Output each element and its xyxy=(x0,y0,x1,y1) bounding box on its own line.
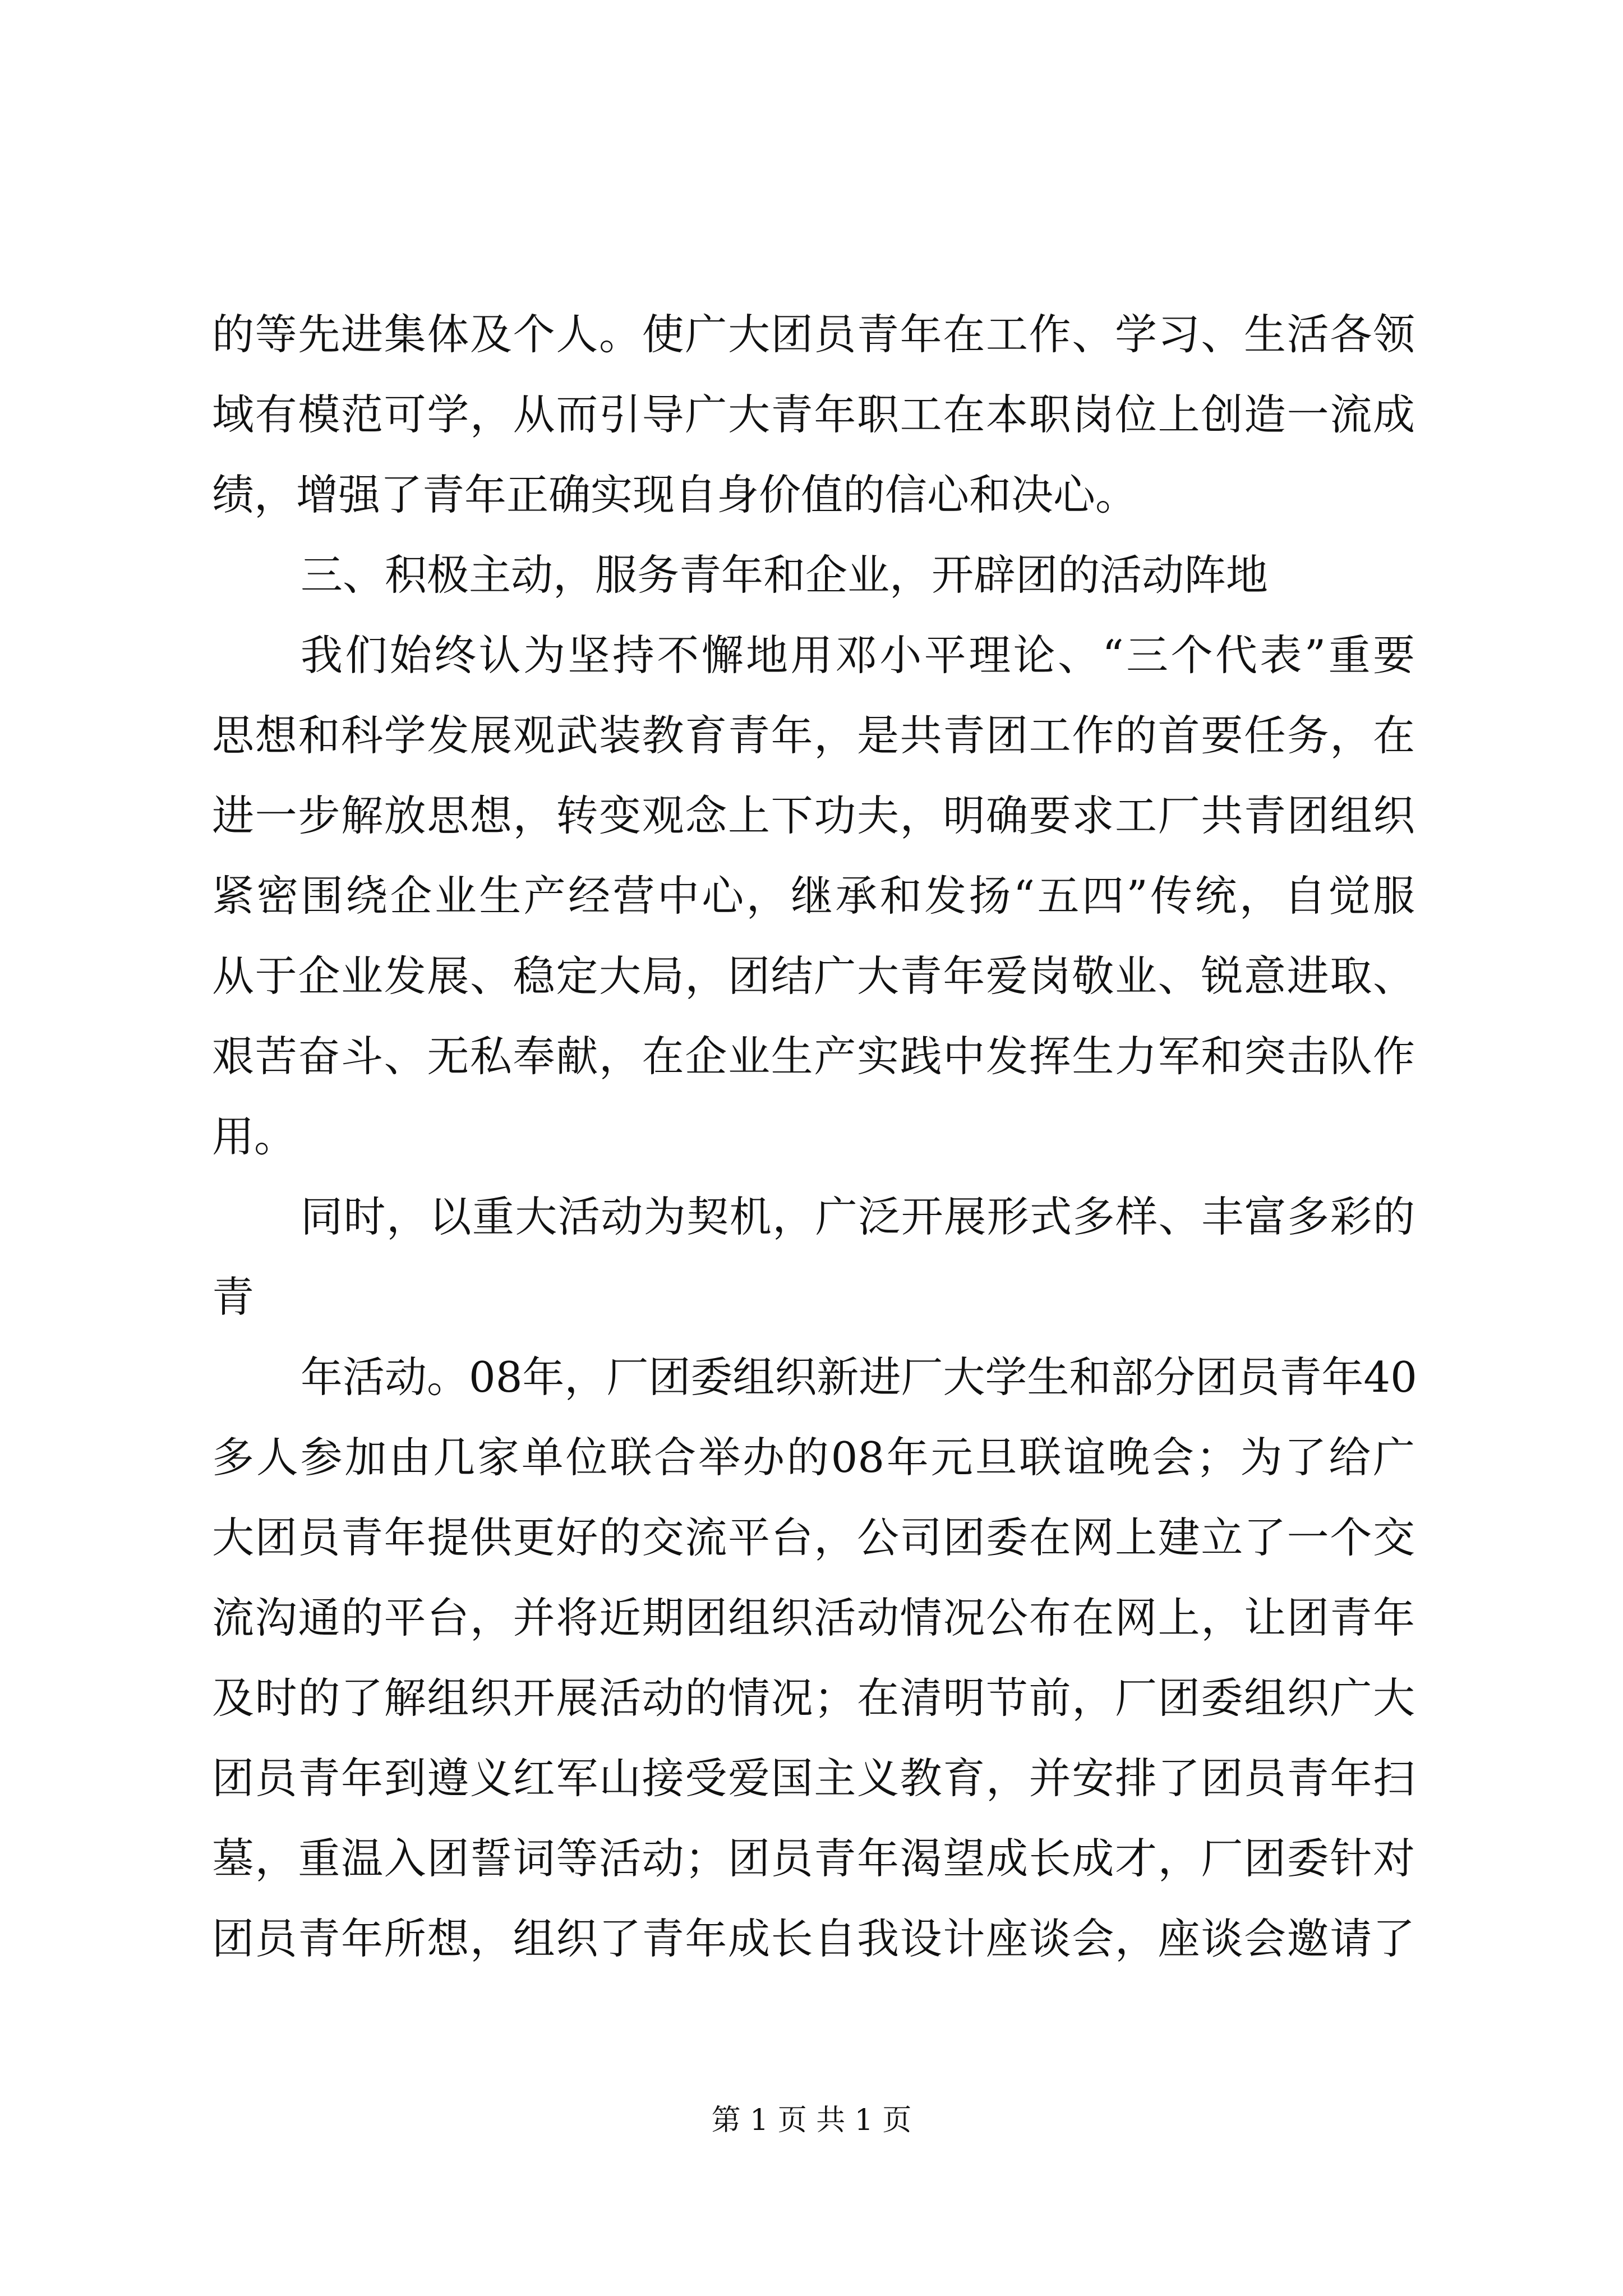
text-line: 流沟通的平台，并将近期团组织活动情况公布在网上，让团青年 xyxy=(212,1593,1415,1642)
document-body xyxy=(212,295,1415,1979)
text-line: 年活动。08年，厂团委组织新进厂大学生和部分团员青年40 xyxy=(301,1352,1417,1402)
text-line: 多人参加由几家单位联合举办的08年元旦联谊晚会；为了给广 xyxy=(212,1433,1415,1482)
page-number-footer: 第 1 页 共 1 页 xyxy=(711,2104,912,2137)
text-line: 团员青年所想，组织了青年成长自我设计座谈会，座谈会邀请了 xyxy=(212,1914,1415,1963)
text-line: 我们始终认为坚持不懈地用邓小平理论、“三个代表”重要 xyxy=(301,631,1415,680)
text-line: 用。 xyxy=(212,1112,297,1161)
text-line: 的等先进集体及个人。使广大团员青年在工作、学习、生活各领 xyxy=(212,310,1415,359)
text-line: 艰苦奋斗、无私奉献，在企业生产实践中发挥生力军和突击队作 xyxy=(212,1032,1415,1081)
text-line: 绩，增强了青年正确实现自身价值的信心和决心。 xyxy=(212,470,1138,519)
section-heading: 三、积极主动，服务青年和企业，开辟团的活动阵地 xyxy=(301,550,1269,600)
text-line: 思想和科学发展观武装教育青年，是共青团工作的首要任务，在 xyxy=(212,711,1415,760)
text-line: 域有模范可学，从而引导广大青年职工在本职岗位上创造一流成 xyxy=(212,390,1415,439)
text-line: 墓，重温入团誓词等活动；团员青年渴望成长成才，厂团委针对 xyxy=(212,1834,1415,1883)
text-line: 同时，以重大活动为契机，广泛开展形式多样、丰富多彩的 xyxy=(301,1192,1415,1241)
text-line: 紧密围绕企业生产经营中心，继承和发扬“五四”传统，自觉服 xyxy=(212,871,1415,921)
text-line: 团员青年到遵义红军山接受爱国主义教育，并安排了团员青年扫 xyxy=(212,1754,1415,1803)
text-line: 及时的了解组织开展活动的情况；在清明节前，厂团委组织广大 xyxy=(212,1673,1415,1723)
text-line: 青 xyxy=(212,1272,255,1322)
text-line: 大团员青年提供更好的交流平台，公司团委在网上建立了一个交 xyxy=(212,1513,1415,1562)
text-line: 从于企业发展、稳定大局，团结广大青年爱岗敬业、锐意进取、 xyxy=(212,951,1415,1001)
text-line: 进一步解放思想，转变观念上下功夫，明确要求工厂共青团组织 xyxy=(212,791,1415,840)
